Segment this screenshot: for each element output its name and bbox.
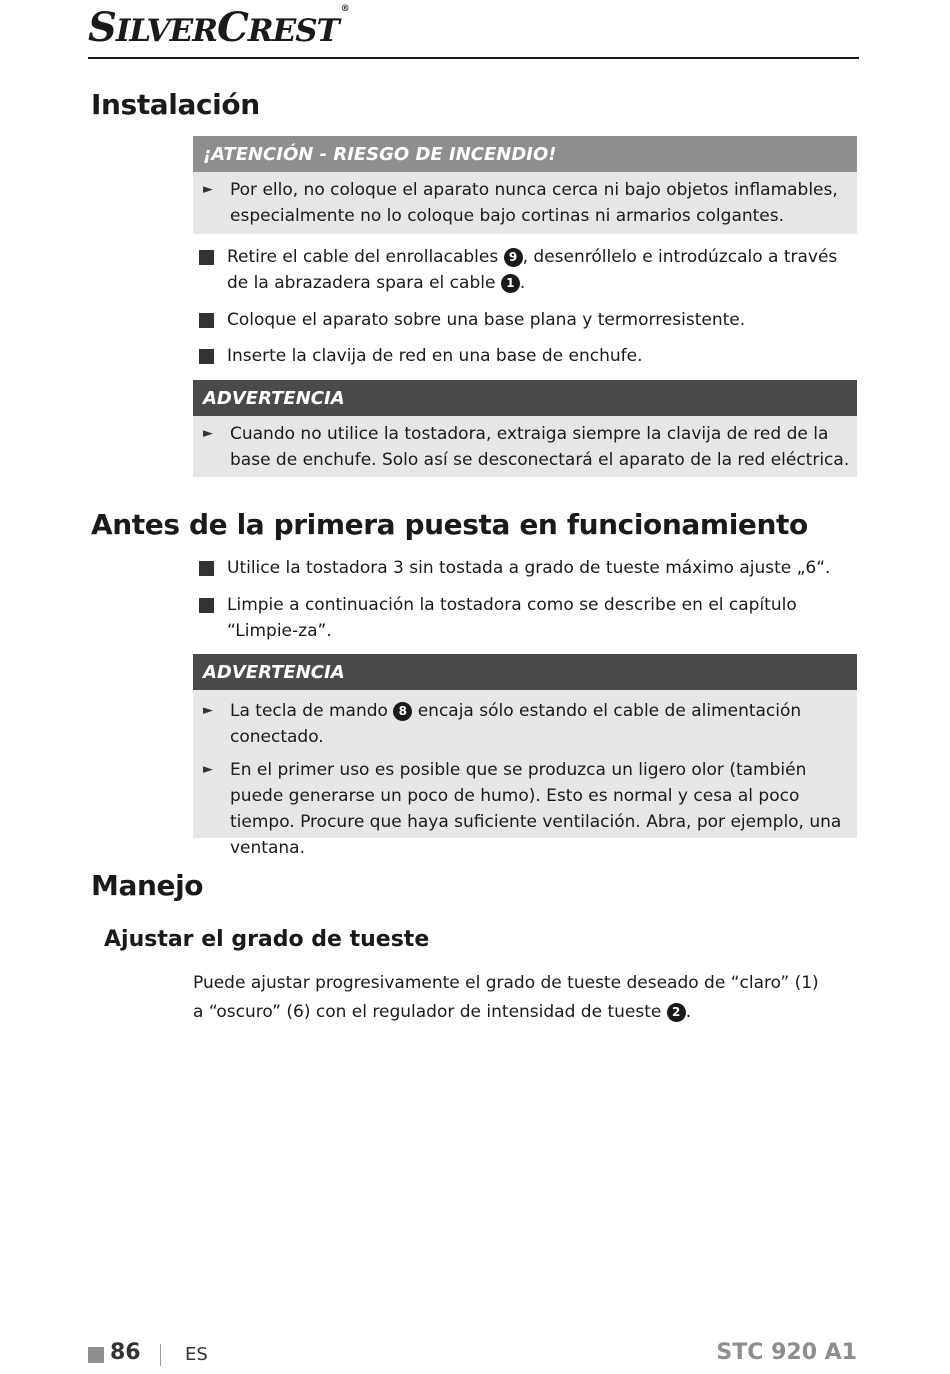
section-title-first-use: Antes de la primera puesta en funcionamiento [91, 508, 808, 541]
arrow-bullet-icon: ► [203, 703, 213, 718]
arrow-bullet-icon: ► [203, 182, 213, 197]
square-bullet-icon [199, 561, 214, 576]
install-step-2: Coloque el aparato sobre una base plana y termorresistente. [199, 307, 855, 333]
fire-warning-item: ► Por ello, no coloque el aparato nunca cerca ni bajo objetos inflamables, especialmente no lo coloque bajo cortinas ni armarios colgantes. [193, 177, 857, 229]
warning-item-1: ► La tecla de mando 8 encaja sólo estando el cable de alimentación conectado. [193, 698, 857, 750]
first-use-step-2: Limpie a continuación la tostadora como se describe en el capítulo “Limpie-za”. [199, 592, 855, 644]
arrow-bullet-icon: ► [203, 762, 213, 777]
warning-heading: ADVERTENCIA [193, 380, 857, 416]
install-step-1: Retire el cable del enrollacables 9 , desenróllelo e introdúzcalo a través de la abrazadera spara el cable 1 . [199, 244, 855, 296]
warning-item: ► Cuando no utilice la tostadora, extraiga siempre la clavija de red de la base de enchufe. Solo así se desconectará el aparato de la red eléctrica. [193, 421, 857, 473]
language-code: ES [185, 1344, 208, 1365]
section-title-operation: Manejo [91, 869, 204, 902]
number-badge: 8 [393, 702, 412, 721]
arrow-bullet-icon: ► [203, 426, 213, 441]
header-divider [88, 57, 859, 59]
square-bullet-icon [199, 349, 214, 364]
model-number: STC 920 A1 [716, 1340, 857, 1365]
square-bullet-icon [199, 598, 214, 613]
number-badge: 1 [501, 274, 520, 293]
number-badge: 9 [504, 248, 523, 267]
fire-warning-heading: ¡ATENCIÓN - RIESGO DE INCENDIO! [193, 136, 857, 172]
section-title-installation: Instalación [91, 88, 260, 121]
footer-square-icon [88, 1347, 104, 1363]
install-step-3: Inserte la clavija de red en una base de enchufe. [199, 343, 855, 369]
warning-item-2: ► En el primer uso es posible que se produzca un ligero olor (también puede generarse un poco de humo). Esto es normal y cesa al poco tiempo. Procure que haya suficiente ventilación. Abra, por ejemplo, una ventana. [193, 757, 857, 861]
footer-divider [160, 1344, 161, 1366]
subsection-title-browning: Ajustar el grado de tueste [104, 927, 430, 952]
browning-paragraph: Puede ajustar progresivamente el grado de tueste deseado de “claro” (1) a “oscuro” (6) con el regulador de intensidad de tueste 2 . [193, 973, 819, 1022]
warning-box-first-use [193, 654, 857, 858]
warning-heading: ADVERTENCIA [193, 654, 857, 690]
page-number: 86 [110, 1340, 141, 1365]
number-badge: 2 [667, 1003, 686, 1022]
warning-box-install [193, 380, 857, 477]
first-use-step-1: Utilice la tostadora 3 sin tostada a grado de tueste máximo ajuste „6“. [199, 555, 855, 581]
square-bullet-icon [199, 313, 214, 328]
brand-logo: SILVERCREST® [88, 4, 349, 51]
fire-warning-box [193, 136, 857, 234]
square-bullet-icon [199, 250, 214, 265]
